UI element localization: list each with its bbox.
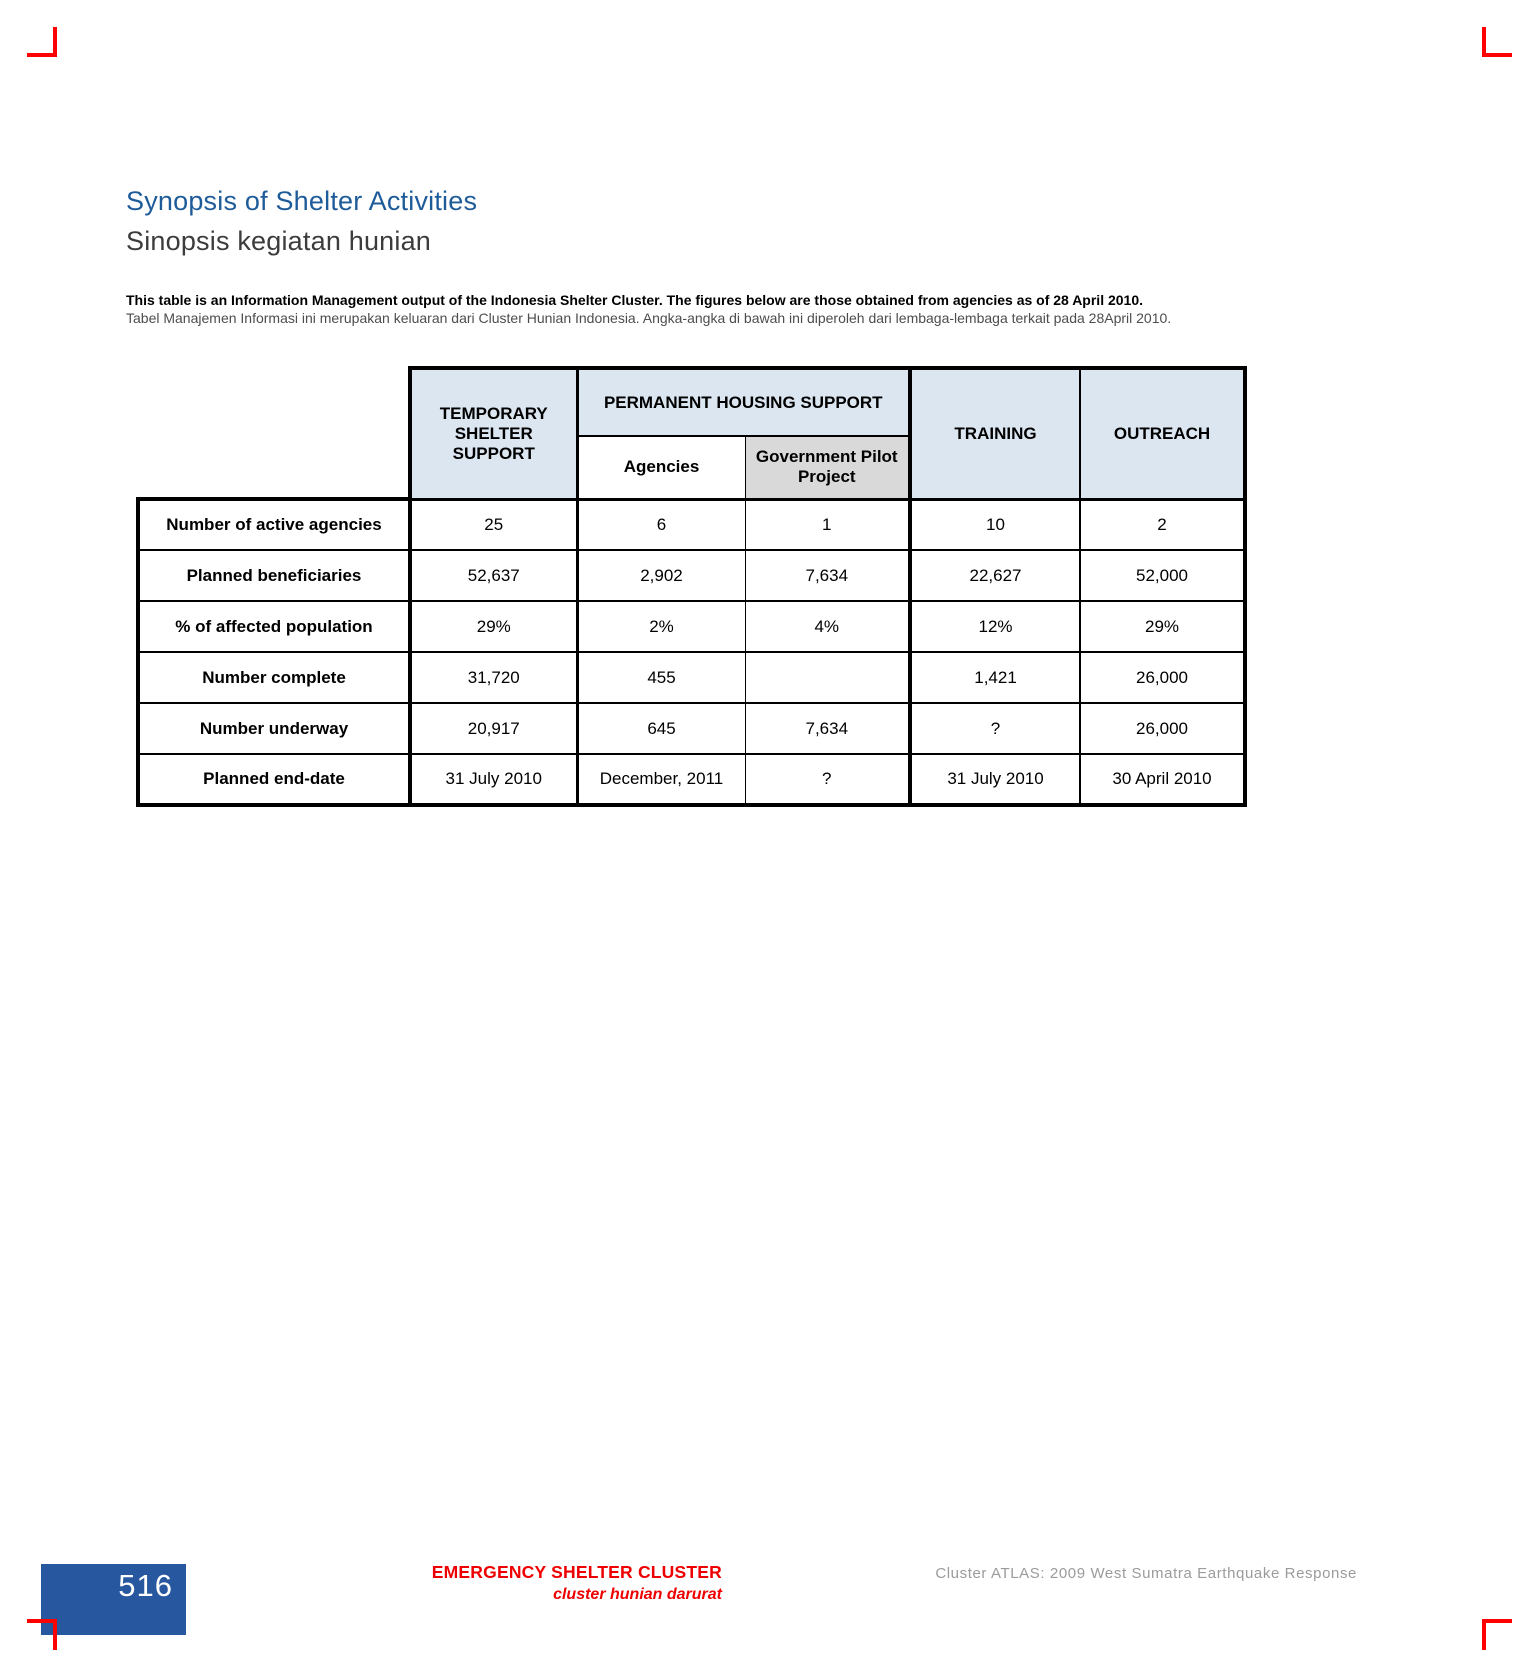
header-agencies: Agencies <box>577 436 745 499</box>
table-cell: 30 April 2010 <box>1080 754 1245 805</box>
table-cell: 31 July 2010 <box>410 754 577 805</box>
table-row <box>138 754 1245 805</box>
row-label-planned-beneficiaries: Planned beneficiaries <box>138 550 410 601</box>
table-cell: 1,421 <box>910 652 1080 703</box>
table-cell: 645 <box>577 703 745 754</box>
table-cell: 455 <box>577 652 745 703</box>
header-temporary-shelter-support: TEMPORARY SHELTER SUPPORT <box>410 368 577 499</box>
table-cell: 1 <box>745 499 910 550</box>
intro-text-english: This table is an Information Management output of the Indonesia Shelter Cluster. The figures below are those obtained from agencies as of 28 April 2010. <box>126 292 1144 308</box>
table-row <box>138 499 1245 550</box>
table-cell: 2 <box>1080 499 1245 550</box>
page-number: 516 <box>118 1568 173 1603</box>
intro-text-indonesian: Tabel Manajemen Informasi ini merupakan keluaran dari Cluster Hunian Indonesia. Angka-angka di bawah ini diperoleh dari lembaga-lembaga terkait pada 28April 2010. <box>126 309 1172 326</box>
footer-atlas-credit: Cluster ATLAS: 2009 West Sumatra Earthquake Response <box>935 1565 1357 1582</box>
table-cell: 12% <box>910 601 1080 652</box>
table-cell: 2,902 <box>577 550 745 601</box>
table-cell: 7,634 <box>745 550 910 601</box>
row-label-percent-affected: % of affected population <box>138 601 410 652</box>
table-row <box>138 550 1245 601</box>
table-cell: ? <box>910 703 1080 754</box>
table-cell: 26,000 <box>1080 652 1245 703</box>
table-corner-spacer <box>138 368 410 499</box>
table-cell: 52,637 <box>410 550 577 601</box>
table-cell: 22,627 <box>910 550 1080 601</box>
header-permanent-housing-support: PERMANENT HOUSING SUPPORT <box>577 368 910 436</box>
table-cell: 20,917 <box>410 703 577 754</box>
crop-mark-bottom-left-icon <box>27 1619 57 1650</box>
header-training: TRAINING <box>910 368 1080 499</box>
table-cell: 7,634 <box>745 703 910 754</box>
page-number-box <box>41 1564 186 1635</box>
table-cell <box>745 652 910 703</box>
table-row <box>138 601 1245 652</box>
table-cell: 2% <box>577 601 745 652</box>
table-cell: 6 <box>577 499 745 550</box>
table-cell: 29% <box>410 601 577 652</box>
crop-mark-top-left-icon <box>27 27 57 57</box>
table-row <box>138 703 1245 754</box>
table-cell: 26,000 <box>1080 703 1245 754</box>
table-cell: 4% <box>745 601 910 652</box>
footer-cluster-block <box>432 1561 722 1605</box>
table-cell: 25 <box>410 499 577 550</box>
table-cell: 31,720 <box>410 652 577 703</box>
row-label-planned-end-date: Planned end-date <box>138 754 410 805</box>
row-label-number-underway: Number underway <box>138 703 410 754</box>
header-outreach: OUTREACH <box>1080 368 1245 499</box>
row-label-active-agencies: Number of active agencies <box>138 499 410 550</box>
table-cell: December, 2011 <box>577 754 745 805</box>
crop-mark-bottom-right-icon <box>1482 1619 1512 1650</box>
page-title: Synopsis of Shelter Activities <box>126 186 478 216</box>
heading-block <box>126 186 1326 327</box>
table-cell: 31 July 2010 <box>910 754 1080 805</box>
table-cell: 52,000 <box>1080 550 1245 601</box>
crop-mark-top-right-icon <box>1482 27 1512 57</box>
table-cell: 29% <box>1080 601 1245 652</box>
table-cell: ? <box>745 754 910 805</box>
page-subtitle: Sinopsis kegiatan hunian <box>126 226 432 256</box>
table-cell: 10 <box>910 499 1080 550</box>
table-row <box>138 652 1245 703</box>
row-label-number-complete: Number complete <box>138 652 410 703</box>
header-government-pilot-project: Government Pilot Project <box>745 436 910 499</box>
shelter-activities-table <box>136 366 1247 807</box>
footer-cluster-subtitle: cluster hunian darurat <box>553 1586 722 1604</box>
intro-paragraph <box>126 292 1326 327</box>
footer-cluster-title: EMERGENCY SHELTER CLUSTER <box>431 1562 722 1582</box>
